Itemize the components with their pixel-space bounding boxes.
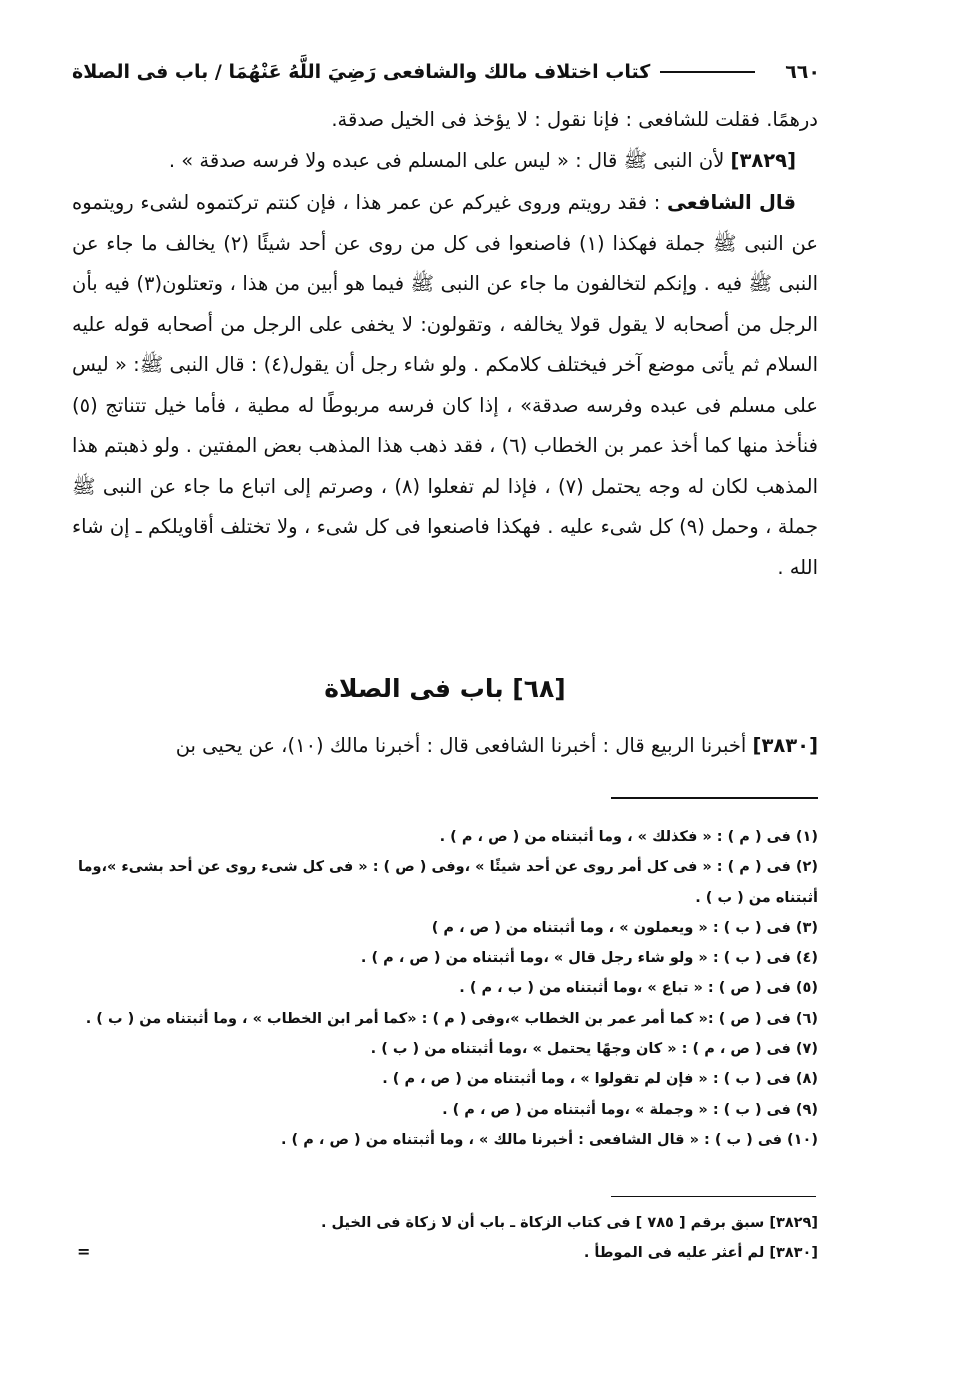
running-header [72, 54, 820, 90]
footnote-item: (٤) فى ( ب ) : « ولو شاء رجل قال » ،وما أثبتناه من ( ص ، م ) . [360, 950, 818, 967]
footnote-item: (١٠) فى ( ب ) : « قال الشافعى : أخبرنا مالك » ، وما أثبتناه من ( ص ، م ) . [281, 1131, 818, 1148]
hadith-text: أخبرنا الربيع قال : أخبرنا الشافعى قال : أخبرنا مالك (١٠)، عن يحيى بن [175, 734, 747, 757]
footnotes [66, 822, 818, 1155]
chapter-heading: [٦٨] باب فى الصلاة [324, 674, 566, 703]
footnote-item: (٢) فى ( م ) : « فى كل أمر روى عن أحد شيئًا » ،وفى ( ص ) : « فى كل شىء روى عن أحد بشىء »،وما أثبتناه من ( ب ) . [78, 859, 818, 906]
footnote-item: (١) فى ( م ) : « فكذلك » ، وما أثبتناه من ( ص ، م ) . [439, 829, 818, 845]
paragraph-text: : فقد رويتم وروى غيركم عن عمر هذا ، فإن كنتم تركتموه لشىء رويتموه عن النبى ﷺ جملة فهكذا (١) فاصنعوا فى كل من روى عن أحد شيئًا (٢) يخالف ما جاء عن النبى ﷺ فيه . وإنكم لتخالفون ما جاء عن النبى ﷺ فيما هو أبين من هذا ، وتعتلون(٣) فيه بأن الرجل من أصحابه لا يقول قولا يخالفه ، وتقولون: لا يخفى على الرجل من أصحابه قوله عليه السلام ثم يأتى موضع آخر فيختلف كلامكم . ولو شاء رجل أن يقول(٤) : قال النبى ﷺ: « ليس على مسلم فى عبده وفرسه صدقة» ، إذا كان فرسه مربوطًا له مطية ، فأما خيل تتناتج (٥) فنأخذ منها كما أخذ عمر بن الخطاب (٦) ، فقد ذهب هذا المذهب بعض المفتين . ولو ذهبتم هذا المذهب لكان له وجه يحتمل (٧) ، فإذا لم تفعلوا (٨) ، وصرتم إلى اتباع ما جاء عن النبى ﷺ جملة ، وحمل (٩) كل شىء عليه . فهكذا فاصنعوا فى كل شىء ، ولا تختلف أقاويلكم ـ إن شاء الله . [72, 191, 819, 579]
hadith-number: [٣٨٢٩] [730, 148, 796, 172]
shafii-paragraph [72, 183, 818, 588]
footnote-divider [611, 797, 818, 799]
hadith-3830 [72, 728, 818, 764]
header-chapter-title: باب فى الصلاة [72, 61, 209, 83]
main-text [72, 100, 818, 588]
speaker-lead: قال الشافعى [667, 191, 796, 214]
header-center [72, 61, 765, 83]
book-title: كتاب اختلاف مالك والشافعى رَضِيَ اللَّهُ عَنْهُمَا [228, 61, 651, 83]
page-edge-mark: = [77, 1242, 91, 1261]
references-divider [611, 1196, 816, 1197]
hadith-text: لأن النبى ﷺ قال : « ليس على المسلم فى عبده ولا فرسه صدقة » . [168, 148, 725, 172]
reference-item: [٣٨٣٠] لم أعثر عليه فى الموطأ . [583, 1245, 818, 1261]
header-separator: / [214, 61, 222, 83]
footnote-item: (٦) فى ( ص ) :« كما أمر عمر بن الخطاب »،وفى ( م ) : «كما أمر ابن الخطاب » ، وما أثبتناه من ( ب ) . [85, 1010, 818, 1027]
paragraph-continuation: درهمًا. فقلت للشافعى : فإنا نقول : لا يؤخذ فى الخيل صدقة. [331, 108, 818, 131]
references [72, 1208, 818, 1268]
footnote-item: (٩) فى ( ب ) : « وجملة » ،وما أثبتناه من ( ص ، م ) . [442, 1101, 818, 1118]
footnote-item: (٥) فى ( ص ) : « تباع » ،وما أثبتناه من ( ب ، م ) . [459, 980, 818, 997]
hadith-number: [٣٨٣٠] [752, 734, 818, 757]
footnote-item: (٧) فى ( ص ، م ) : « كان وجهًا يحتمل » ،وما أثبتناه من ( ب ) . [370, 1041, 818, 1058]
page-number: ٦٦٠ [785, 61, 820, 83]
footnote-item: (٣) فى ( ب ) : « ويعملون » ، وما أثبتناه من ( ص ، م ) [431, 919, 818, 936]
footnote-item: (٨) فى ( ب ) : « فإن لم تقولوا » ، وما أثبتناه من ( ص ، م ) . [382, 1071, 818, 1088]
header-rule [660, 71, 755, 73]
hadith-3829 [72, 141, 818, 182]
reference-item: [٣٨٢٩] سبق برقم [ ٧٨٥ ] فى كتاب الزكاة ـ باب أن لا زكاة فى الخيل . [321, 1215, 818, 1231]
